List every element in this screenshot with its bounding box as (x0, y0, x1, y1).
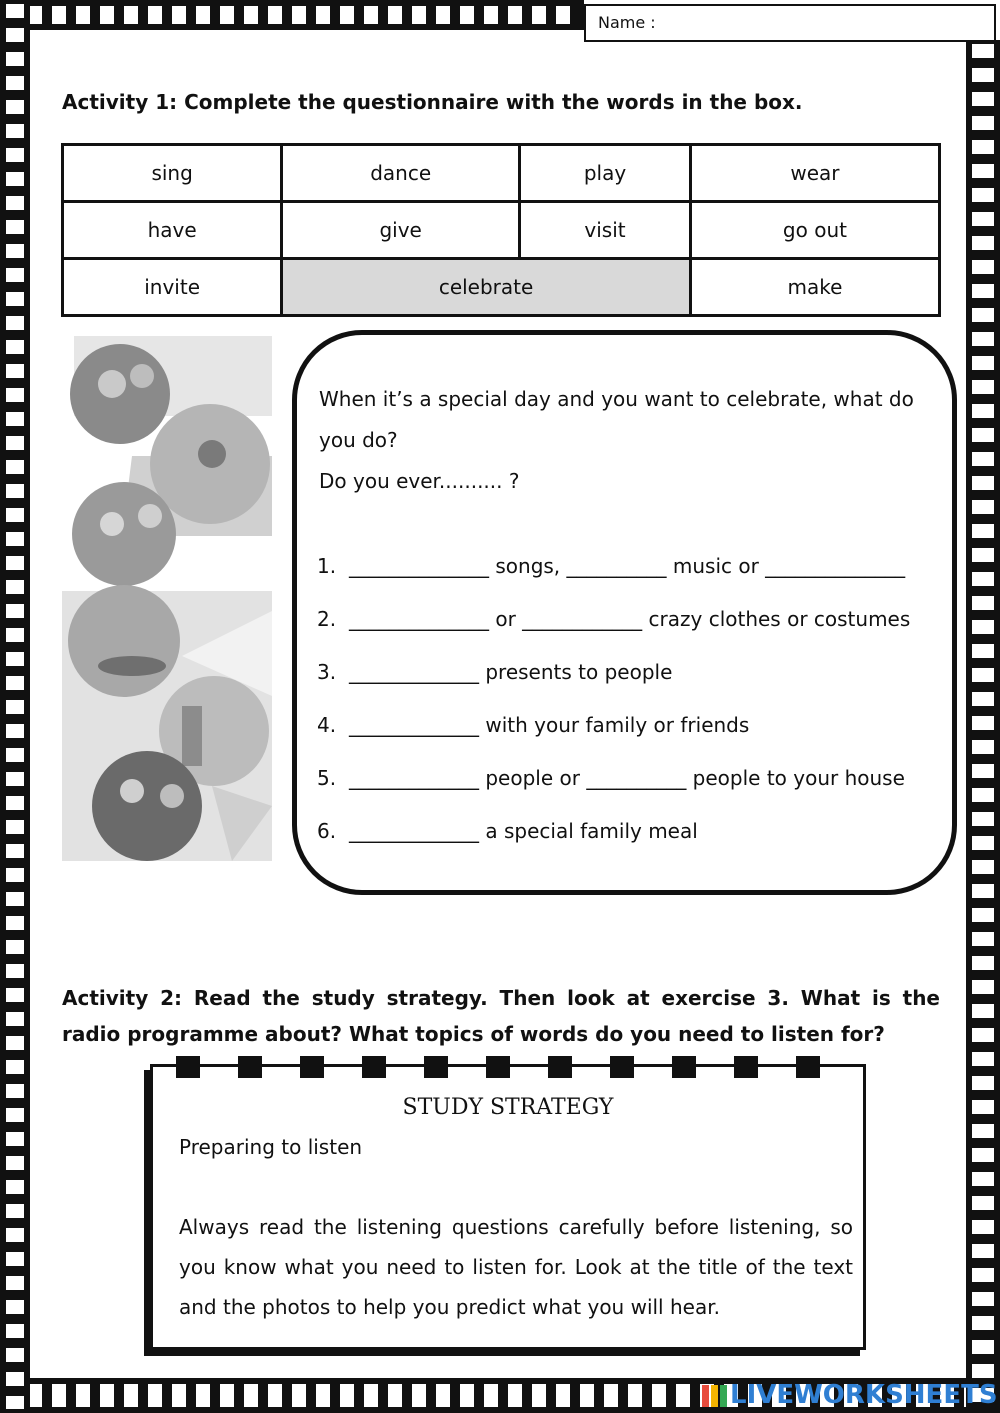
question-item[interactable] (317, 592, 937, 645)
ring-icon (486, 1056, 510, 1078)
ring-icon (610, 1056, 634, 1078)
word-cell: make (690, 259, 939, 316)
question-number: 2. (317, 606, 337, 631)
question-number: 4. (317, 712, 337, 737)
study-strategy-body: Always read the listening questions carefully before listening, so you know what you need to listen for. Look at the title of the text and the photos to help you predict what you will hear. (179, 1215, 853, 1319)
word-cell: wear (690, 145, 939, 202)
name-label: Name : (598, 13, 656, 32)
word-cell: invite (63, 259, 282, 316)
questionnaire-list (317, 539, 937, 857)
word-box (61, 143, 941, 317)
ring-icon (176, 1056, 200, 1078)
question-item[interactable] (317, 751, 937, 804)
word-cell: give (282, 202, 520, 259)
question-item[interactable] (317, 539, 937, 592)
celebration-illustration (62, 336, 272, 864)
question-text: _____________ a special family meal (349, 818, 698, 843)
liveworksheets-logo[interactable] (700, 1378, 996, 1413)
logo-icon (702, 1381, 728, 1411)
border-left (0, 0, 30, 1413)
study-strategy-subtitle: Preparing to listen (179, 1135, 363, 1159)
intro-line: When it’s a special day and you want to celebrate, what do (319, 387, 914, 411)
question-number: 3. (317, 659, 337, 684)
ring-icon (238, 1056, 262, 1078)
notebook-rings (176, 1056, 856, 1078)
word-cell: sing (63, 145, 282, 202)
ring-icon (734, 1056, 758, 1078)
word-cell: go out (690, 202, 939, 259)
word-cell: visit (520, 202, 691, 259)
questionnaire-intro (319, 379, 939, 502)
question-text: _____________ people or __________ people to your house (349, 765, 905, 790)
activity2-heading: Activity 2: Read the study strategy. Then look at exercise 3. What is the radio programme about? What topics of words do you need to listen for? (62, 986, 940, 1046)
question-number: 5. (317, 765, 337, 790)
border-right (966, 40, 1000, 1413)
border-top (0, 0, 584, 30)
word-cell: have (63, 202, 282, 259)
word-cell: dance (282, 145, 520, 202)
study-strategy-title: STUDY STRATEGY (402, 1095, 614, 1120)
questionnaire-box (292, 330, 957, 895)
ring-icon (362, 1056, 386, 1078)
activity1-heading: Activity 1: Complete the questionnaire with the words in the box. (62, 90, 803, 114)
question-text: ______________ songs, __________ music or ______________ (349, 553, 906, 578)
question-text: _____________ with your family or friends (349, 712, 750, 737)
name-field[interactable] (584, 4, 996, 42)
question-number: 6. (317, 818, 337, 843)
intro-line: Do you ever.......... ? (319, 469, 520, 493)
study-strategy-notebook (150, 1064, 866, 1350)
intro-line: you do? (319, 428, 398, 452)
question-text: ______________ or ____________ crazy clothes or costumes (349, 606, 911, 631)
question-item[interactable] (317, 645, 937, 698)
question-item[interactable] (317, 698, 937, 751)
ring-icon (672, 1056, 696, 1078)
ring-icon (300, 1056, 324, 1078)
ring-icon (424, 1056, 448, 1078)
word-cell-shaded: celebrate (282, 259, 691, 316)
word-cell: play (520, 145, 691, 202)
ring-icon (548, 1056, 572, 1078)
question-number: 1. (317, 553, 337, 578)
ring-icon (796, 1056, 820, 1078)
question-text: _____________ presents to people (349, 659, 673, 684)
logo-text: LIVEWORKSHEETS (730, 1380, 998, 1410)
question-item[interactable] (317, 804, 937, 857)
